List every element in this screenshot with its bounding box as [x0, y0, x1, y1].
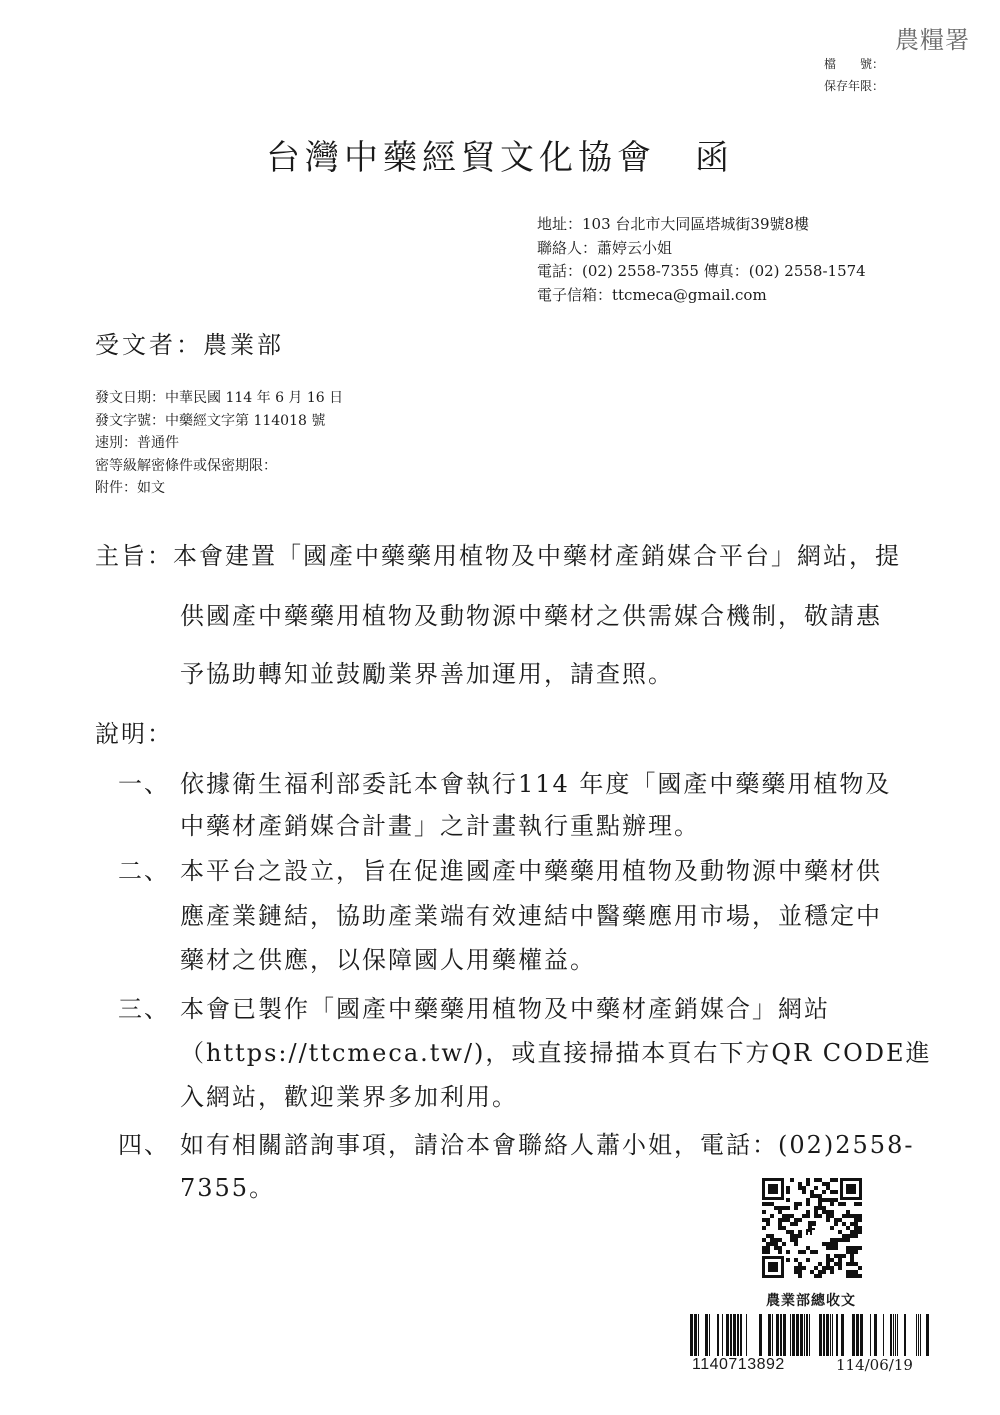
document-number: 發文字號：中藥經文字第 114018 號: [95, 412, 326, 429]
file-number-label: 檔 號：: [824, 57, 885, 71]
agency-stamp: 農糧署: [895, 26, 970, 54]
sender-phone-fax: 電話：(02) 2558-7355 傳真：(02) 2558-1574: [537, 262, 866, 280]
item-number: 三、: [118, 995, 170, 1023]
item-number: 二、: [118, 857, 170, 885]
item-line: 依據衛生福利部委託本會執行114 年度「國產中藥藥用植物及: [180, 770, 892, 798]
item-line: 中藥材產銷媒合計畫」之計畫執行重點辦理。: [180, 812, 700, 840]
explanation-heading: 說明：: [95, 720, 173, 748]
file-meta: [824, 53, 884, 97]
sender-contact: 聯絡人：蕭婷云小姐: [537, 238, 673, 257]
sender-email: 電子信箱：ttcmeca@gmail.com: [537, 285, 767, 304]
qr-code[interactable]: [762, 1178, 862, 1278]
subject-line-1: 主旨：本會建置「國產中藥藥用植物及中藥材產銷媒合平台」網站，提: [95, 542, 901, 570]
item-line: （https://ttcmeca.tw/)，或直接掃描本頁右下方QR CODE進: [180, 1039, 932, 1067]
delivery-speed: 速別：普通件: [95, 435, 179, 451]
sender-address: 地址：103 台北市大同區塔城街39號8樓: [537, 215, 810, 233]
sender-info: [537, 213, 866, 307]
attachment: 附件：如文: [95, 480, 165, 496]
subject-line-2: 供國產中藥藥用植物及動物源中藥材之供需媒合機制，敬請惠: [180, 602, 882, 630]
item-line: 如有相關諮詢事項，請洽本會聯絡人蕭小姐，電話：(02)2558-: [180, 1131, 915, 1159]
receipt-date: 114/06/19: [836, 1356, 913, 1374]
dino-logo-icon: [802, 1218, 822, 1238]
receipt-number: 1140713892: [692, 1356, 785, 1373]
item-line: 入網站，歡迎業界多加利用。: [180, 1083, 518, 1111]
receipt-title: 農業部總收文: [766, 1293, 856, 1309]
retention-label: 保存年限：: [824, 79, 885, 93]
item-line: 7355。: [180, 1174, 276, 1202]
receipt-stamp: [686, 1288, 936, 1383]
document-meta: [95, 387, 343, 500]
barcode: [690, 1314, 932, 1356]
security-level: 密等級解密條件或保密期限：: [95, 457, 277, 474]
item-number: 一、: [118, 770, 170, 798]
item-line: 應產業鏈結，協助產業端有效連結中醫藥應用市場，並穩定中: [180, 902, 882, 930]
document-title: 台灣中藥經貿文化協會 函: [266, 138, 734, 178]
issue-date: 發文日期：中華民國 114 年 6 月 16 日: [95, 390, 344, 406]
subject-line-3: 予協助轉知並鼓勵業界善加運用，請查照。: [180, 660, 674, 688]
recipient: 受文者：農業部: [95, 331, 284, 359]
item-line: 本會已製作「國產中藥藥用植物及中藥材產銷媒合」網站: [180, 995, 830, 1023]
item-line: 本平台之設立，旨在促進國產中藥藥用植物及動物源中藥材供: [180, 857, 882, 885]
item-line: 藥材之供應，以保障國人用藥權益。: [180, 946, 596, 974]
item-number: 四、: [118, 1131, 170, 1159]
